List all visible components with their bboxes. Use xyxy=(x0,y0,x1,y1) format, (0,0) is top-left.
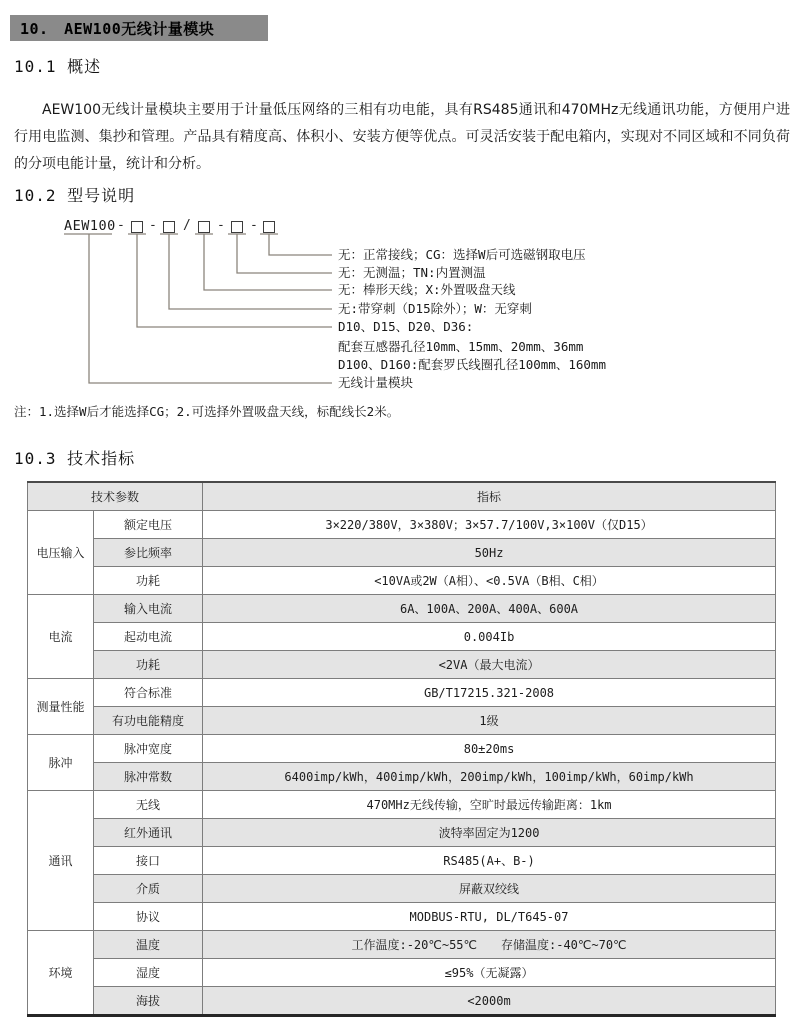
model-separator: / xyxy=(183,218,191,233)
value-cell: 0.004Ib xyxy=(203,623,776,651)
table-row xyxy=(28,567,776,595)
model-box-1 xyxy=(131,221,143,233)
value-cell: <10VA或2W（A相）、<0.5VA（B相、C相） xyxy=(203,567,776,595)
param-cell: 脉冲宽度 xyxy=(94,735,203,763)
overview-paragraph: AEW100无线计量模块主要用于计量低压网络的三相有功电能，具有RS485通讯和470MHz无线通讯功能，方便用户进行用电监测、集抄和管理。产品具有精度高、体积小、安装方便等优点。可灵活安装于配电箱内，实现对不同区域和不同负荷的分项电能计量，统计和分析。 xyxy=(14,102,790,172)
table-row xyxy=(28,707,776,735)
value-cell: 屏蔽双绞线 xyxy=(203,875,776,903)
group-cell-current: 电流 xyxy=(28,595,94,679)
value-cell: RS485(A+、B-) xyxy=(203,847,776,875)
value-cell: 80±20ms xyxy=(203,735,776,763)
table-row xyxy=(28,539,776,567)
group-cell-voltage: 电压输入 xyxy=(28,511,94,595)
value-cell: ≤95%（无凝露） xyxy=(203,959,776,987)
param-cell: 起动电流 xyxy=(94,623,203,651)
table-row xyxy=(28,651,776,679)
value-cell: 1级 xyxy=(203,707,776,735)
header-cell-indicator: 指标 xyxy=(203,482,776,511)
header-cell-params: 技术参数 xyxy=(28,482,203,511)
param-cell: 协议 xyxy=(94,903,203,931)
model-label-ct-detail: 配套互感器孔径10mm、15mm、20mm、36mm xyxy=(338,339,584,354)
param-cell: 脉冲常数 xyxy=(94,763,203,791)
chapter-title-bar xyxy=(10,15,268,41)
param-cell: 功耗 xyxy=(94,567,203,595)
model-base-code: AEW100 xyxy=(64,218,116,234)
table-row xyxy=(28,819,776,847)
param-cell: 介质 xyxy=(94,875,203,903)
param-cell: 功耗 xyxy=(94,651,203,679)
param-cell: 额定电压 xyxy=(94,511,203,539)
value-cell: <2000m xyxy=(203,987,776,1016)
table-header-row xyxy=(28,482,776,511)
table-row xyxy=(28,903,776,931)
model-box-2 xyxy=(163,221,175,233)
model-separator: - xyxy=(250,218,258,233)
model-label-rogowski: D100、D160:配套罗氏线圈孔径100mm、160mm xyxy=(338,357,606,372)
section-heading-specs: 10.3 技术指标 xyxy=(14,449,136,468)
model-label-ct-sizes: D10、D15、D20、D36: xyxy=(338,319,474,334)
value-cell: 波特率固定为1200 xyxy=(203,819,776,847)
section-heading-overview: 10.1 概述 xyxy=(14,57,102,76)
model-label-piercing: 无:带穿刺（D15除外）；W：无穿刺 xyxy=(338,301,532,316)
param-cell: 符合标准 xyxy=(94,679,203,707)
model-box-3 xyxy=(198,221,210,233)
model-note: 注：1.选择W后才能选择CG；2.可选择外置吸盘天线，标配线长2米。 xyxy=(14,404,400,419)
value-cell: 50Hz xyxy=(203,539,776,567)
model-box-5 xyxy=(263,221,275,233)
param-cell: 湿度 xyxy=(94,959,203,987)
table-row xyxy=(28,959,776,987)
section-heading-model: 10.2 型号说明 xyxy=(14,186,136,205)
param-cell: 有功电能精度 xyxy=(94,707,203,735)
model-separator: - xyxy=(117,218,125,233)
model-separator: - xyxy=(217,218,225,233)
table-row xyxy=(28,875,776,903)
param-cell: 输入电流 xyxy=(94,595,203,623)
value-cell: 工作温度:-20℃~55℃ 存储温度:-40℃~70℃ xyxy=(203,931,776,959)
value-cell: 6400imp/kWh，400imp/kWh，200imp/kWh，100imp/kWh，60imp/kWh xyxy=(203,763,776,791)
value-cell: 6A、100A、200A、400A、600A xyxy=(203,595,776,623)
param-cell: 温度 xyxy=(94,931,203,959)
param-cell: 红外通讯 xyxy=(94,819,203,847)
group-cell-measurement: 测量性能 xyxy=(28,679,94,735)
table-row xyxy=(28,735,776,763)
value-cell: MODBUS-RTU, DL/T645-07 xyxy=(203,903,776,931)
table-row xyxy=(28,623,776,651)
spec-table xyxy=(27,481,776,1017)
value-cell: GB/T17215.321-2008 xyxy=(203,679,776,707)
model-label-module-name: 无线计量模块 xyxy=(338,375,414,390)
table-row xyxy=(28,511,776,539)
value-cell: <2VA（最大电流） xyxy=(203,651,776,679)
table-row xyxy=(28,595,776,623)
table-row xyxy=(28,679,776,707)
table-row xyxy=(28,931,776,959)
chapter-title: 10. AEW100无线计量模块 xyxy=(20,19,215,38)
model-box-4 xyxy=(231,221,243,233)
table-row xyxy=(28,847,776,875)
table-row xyxy=(28,791,776,819)
model-code-diagram xyxy=(0,218,800,403)
value-cell: 470MHz无线传输，空旷时最远传输距离：1km xyxy=(203,791,776,819)
param-cell: 无线 xyxy=(94,791,203,819)
group-cell-environment: 环境 xyxy=(28,931,94,1016)
value-cell: 3×220/380V，3×380V；3×57.7/100V,3×100V（仅D15） xyxy=(203,511,776,539)
group-cell-pulse: 脉冲 xyxy=(28,735,94,791)
model-separator: - xyxy=(149,218,157,233)
param-cell: 参比频率 xyxy=(94,539,203,567)
group-cell-communication: 通讯 xyxy=(28,791,94,931)
model-label-temp-sense: 无：无测温；TN:内置测温 xyxy=(338,265,486,280)
model-label-antenna: 无：棒形天线；X:外置吸盘天线 xyxy=(338,282,516,297)
model-label-wiring: 无：正常接线；CG：选择W后可选磁钢取电压 xyxy=(338,247,586,262)
param-cell: 海拔 xyxy=(94,987,203,1016)
table-row xyxy=(28,763,776,791)
table-row xyxy=(28,987,776,1016)
param-cell: 接口 xyxy=(94,847,203,875)
